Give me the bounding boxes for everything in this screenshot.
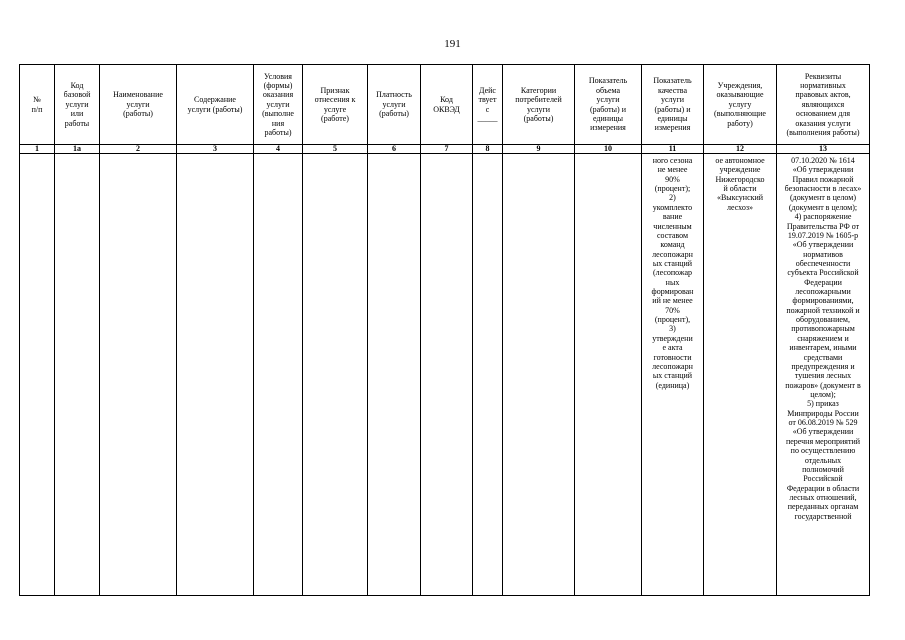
column-header-okved-code: Код ОКВЭД (421, 65, 473, 145)
column-header-service-conditions: Условия (формы) оказания услуги (выполне ния работы) (254, 65, 303, 145)
column-header-base-service-code: Код базовой услуги или работы (55, 65, 100, 145)
page-number: 191 (444, 38, 461, 50)
legal-acts-cell: 07.10.2020 № 1614 «Об утверждении Правил пожарной безопасности в лесах» (документ в целом) (документ в целом); 4) распоряжение Правительства РФ от 19.07.2019 № 1605-р «Об утверждении нормативов обеспеченности субъекта Российской Федерации лесопожарными формированиями, пожарной техникой и оборудованием, противопожарным снаряжением и инвентарем, иными средствами предупреждения и тушения лесных пожаров» (документ в целом); 5) приказ Минприроды России от 06.08.2019 № 529 «Об утверждении перечня мероприятий по осуществлению отдельных полномочий Российской Федерации в области лесных отношений, переданных органам государственной (777, 154, 870, 596)
column-header-service-attribute: Признак отнесения к услуге (работе) (303, 65, 368, 145)
column-number: 7 (421, 145, 473, 154)
institution-cell: ое автономное учреждение Нижегородско й области «Выксунский лесхоз» (704, 154, 777, 596)
table-header-row (20, 65, 870, 145)
column-number: 8 (473, 145, 503, 154)
column-number: 11 (642, 145, 704, 154)
table-cell (503, 154, 575, 596)
table-cell (368, 154, 421, 596)
column-number: 6 (368, 145, 421, 154)
column-number: 4 (254, 145, 303, 154)
table-cell (100, 154, 177, 596)
table-cell (254, 154, 303, 596)
column-number: 1 (20, 145, 55, 154)
table-cell (575, 154, 642, 596)
column-header-service-name: Наименование услуги (работы) (100, 65, 177, 145)
column-header-legal-acts: Реквизиты нормативных правовых актов, являющихся основанием для оказания услуги (выполнения работы) (777, 65, 870, 145)
column-number: 13 (777, 145, 870, 154)
column-header-institutions: Учреждения, оказывающие услугу (выполняющие работу) (704, 65, 777, 145)
services-register-table (19, 64, 870, 596)
table-row (20, 154, 870, 596)
table-cell (473, 154, 503, 596)
column-header-quality-indicator: Показатель качества услуги (работы) и единицы измерения (642, 65, 704, 145)
column-header-service-content: Содержание услуги (работы) (177, 65, 254, 145)
quality-indicator-cell: ного сезона не менее 90% (процент); 2) укомплекто вание численным составом команд лесопожарн ых станций (лесопожар ных формирован ий не менее 70% (процент), 3) утверждени е акта готовности лесопожарн ых станций (единица) (642, 154, 704, 596)
table-cell (55, 154, 100, 596)
column-number: 12 (704, 145, 777, 154)
column-number: 5 (303, 145, 368, 154)
table-cell (20, 154, 55, 596)
table-cell (303, 154, 368, 596)
column-header-consumer-categories: Категории потребителей услуги (работы) (503, 65, 575, 145)
table-cell (421, 154, 473, 596)
column-header-volume-indicator: Показатель объема услуги (работы) и единицы измерения (575, 65, 642, 145)
column-number: 3 (177, 145, 254, 154)
column-number: 2 (100, 145, 177, 154)
table-cell (177, 154, 254, 596)
column-number: 10 (575, 145, 642, 154)
column-header-service-payment: Платность услуги (работы) (368, 65, 421, 145)
column-header-row-number: № п/п (20, 65, 55, 145)
column-number: 9 (503, 145, 575, 154)
column-number: 1а (55, 145, 100, 154)
column-numbers-row (20, 145, 870, 154)
column-header-valid-from: Дейс твует с _____ (473, 65, 503, 145)
